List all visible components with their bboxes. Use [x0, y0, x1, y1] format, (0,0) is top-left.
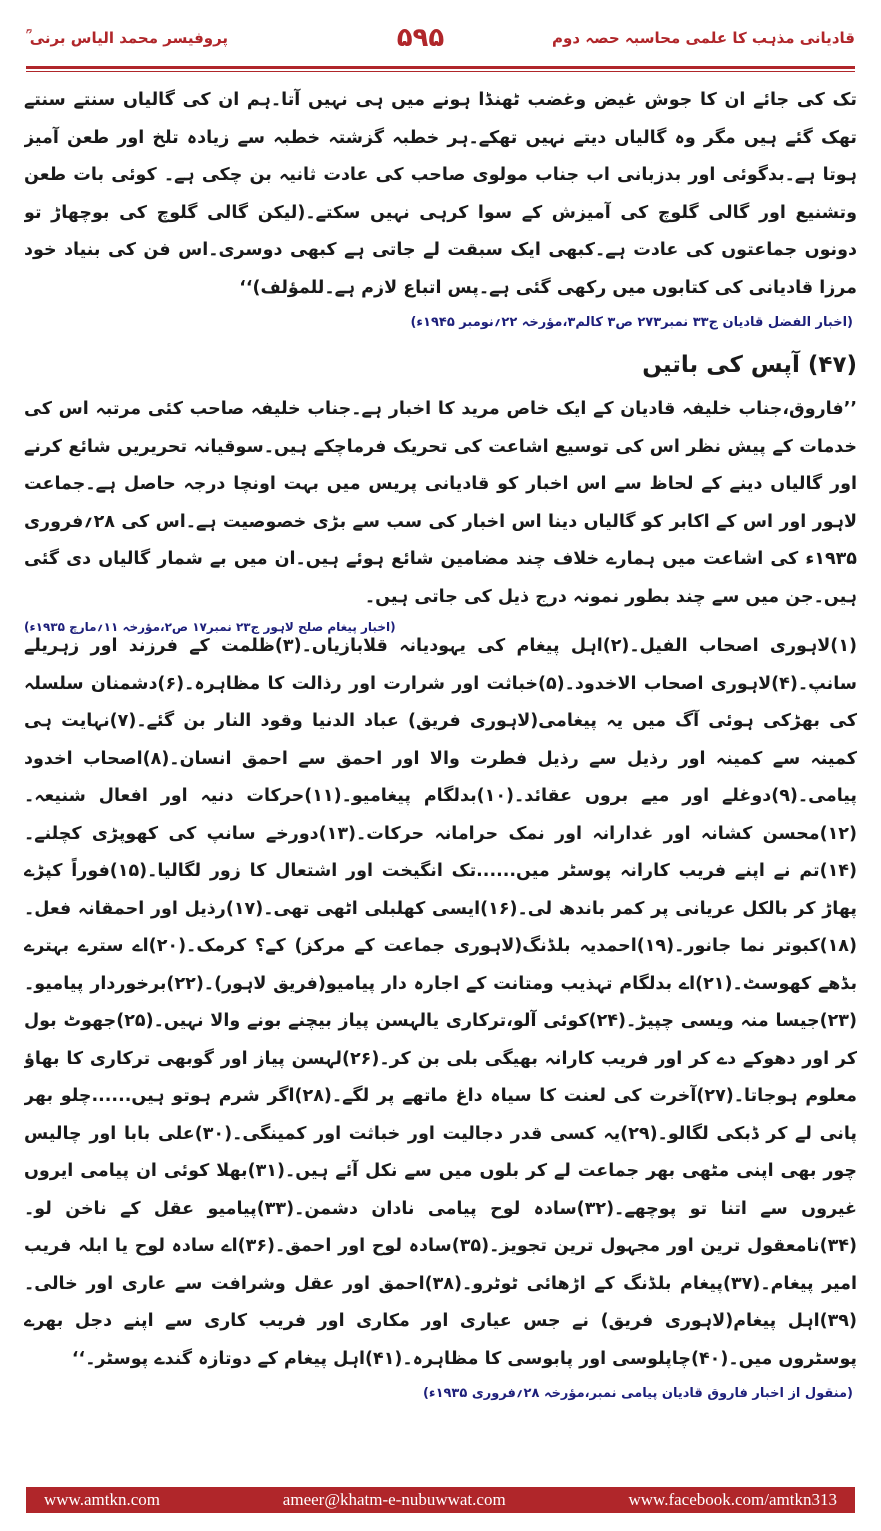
citation-1: (اخبار الفضل قادیان ج۳۳ نمبر۲۷۳ ص۳ کالم۳،مؤرخہ ۲۲؍نومبر ۱۹۴۵ء) — [410, 315, 853, 330]
footer-email-link[interactable]: ameer@khatm-e-nubuwwat.com — [282, 1490, 506, 1509]
page-body — [24, 82, 857, 1474]
header-rule-thin — [26, 71, 855, 72]
paragraph-quote-2: ’’فاروق،جناب خلیفہ قادیان کے ایک خاص مرید کا اخبار ہے۔جناب خلیفہ صاحب کئی مرتبہ اس کی خدمات کے پیش نظر اس کی توسیع اشاعت کی تحریک فرماچکے ہیں۔سوقیانہ تحریریں شائع کرنے اور گالیاں دینے کے لحاظ سے اس اخبار کو قادیانی پریس میں بہت اونچا درجہ حاصل ہے۔جماعت لاہور اور اس کے اکابر کو گالیاں دینا اس اخبار کی سب سے بڑی خصوصیت ہے۔اس کی ۲۸؍فروری ۱۹۳۵ء کی اشاعت میں ہمارے خلاف چند مضامین شائع ہوئے ہیں۔ان میں بے شمار گالیاں دی گئی ہیں۔جن میں سے چند بطور نمونہ درج ذیل کی جاتی ہیں۔ — [24, 399, 857, 607]
citation-2: (اخبار پیغام صلح لاہور ج۲۳ نمبر۱۷ ص۲،مؤرخہ ۱۱؍مارچ ۱۹۳۵ء) — [24, 620, 396, 634]
footer-website-link[interactable]: www.amtkn.com — [44, 1490, 160, 1509]
page-footer — [26, 1487, 855, 1513]
footer-facebook-link[interactable]: www.facebook.com/amtkn313 — [628, 1490, 837, 1509]
header-rule — [26, 66, 855, 69]
paragraph-quote-1: تک کی جائے ان کا جوش غیض وغضب ٹھنڈا ہونے میں ہی نہیں آتا۔ہم ان کی گالیاں سنتے سنتے تھک گئے ہیں مگر وہ گالیاں دیتے نہیں تھکے۔ہر خطبہ گزشتہ خطبہ سے زیادہ تلخ اور طعن آمیز ہوتا ہے۔بدگوئی اور بدزبانی اب جناب مولوی صاحب کی عادت ثانیہ بن چکی ہے۔ کوئی بات طعن وتشنیع اور گالی گلوچ کی آمیزش کے سوا کرہی نہیں سکتے۔(لیکن گالی گلوچ کی بوچھاڑ تو دونوں جماعتوں کی عادت ہے۔کبھی ایک سبقت لے جاتی ہے کبھی دوسری۔اس فن کی بنیاد خود مرزا قادیانی کی کتابوں میں رکھی گئی ہے۔پس اتباع لازم ہے۔للمؤلف)‘‘ — [24, 90, 857, 298]
page-number: ۵۹۵ — [396, 23, 445, 53]
page-header — [26, 14, 855, 62]
citation-3: (منقول از اخبار فاروق قادیان پیامی نمبر،مؤرخہ ۲۸؍فروری ۱۹۳۵ء) — [422, 1386, 853, 1401]
paragraph-insults-list: (۱)لاہوری اصحاب الفیل۔(۲)اہل پیغام کی یہودیانہ قلابازیاں۔(۳)ظلمت کے فرزند اور زہریلے سانپ۔(۴)لاہوری اصحاب الاخدود۔(۵)خباثت اور شرارت اور رذالت کا مظاہرہ۔(۶)دشمنان سلسلہ کی بھڑکی ہوئی آگ میں یہ پیغامی(لاہوری فریق) عباد الدنیا وقود النار بن گئے۔(۷)نہایت ہی کمینہ سے کمینہ اور رذیل سے رذیل فطرت والا اور احمق سے احمق انسان۔(۸)اصحاب اخدود پیامی۔(۹)دوغلے اور میے بروں عقائد۔(۱۰)بدلگام پیغامیو۔(۱۱)حرکات دنیہ اور افعال شنیعہ۔(۱۲)محسن کشانہ اور غدارانہ اور نمک حرامانہ حرکات۔(۱۳)دورخے سانپ کی کھوپڑی کچلنے۔(۱۴)تم نے اپنے فریب کارانہ پوسٹر میں......تک انگیخت اور اشتعال کا زور لگالیا۔(۱۵)فوراً کپڑے پھاڑ کر بالکل عریانی پر کمر باندھ لی۔(۱۶)ایسی کھلبلی اٹھی تھی۔(۱۷)رذیل اور احمقانہ فعل۔(۱۸)کبوتر نما جانور۔(۱۹)احمدیہ بلڈنگ(لاہوری جماعت کے مرکز) کے؟ کرمک۔(۲۰)اے سترے بہترے بڈھے کھوسٹ۔(۲۱)اے بدلگام تہذیب ومتانت کے اجارہ دار پیامیو(فریق لاہور)۔(۲۲)برخوردار پیامیو۔(۲۳)جیسا منہ ویسی چپیڑ۔(۲۴)کوئی آلو،ترکاری یالہسن پیاز بیچنے بونے والا نہیں۔(۲۵)جھوٹ بول کر اور دھوکے دے کر اور فریب کارانہ بھیگی بلی بن کر۔(۲۶)لہسن پیاز اور گوبھی ترکاری کا بھاؤ معلوم ہوجاتا۔(۲۷)آخرت کی لعنت کا سیاہ داغ ماتھے پر لگے۔(۲۸)اگر شرم ہوتو ہیں......چلو بھر پانی لے کر ڈبکی لگالو۔(۲۹)یہ کسی قدر دجالیت اور خباثت اور کمینگی۔(۳۰)علی بابا اور چالیس چور بھی اپنی مٹھی بھر جماعت لے کر بلوں میں سے نکل آئے ہیں۔(۳۱)بھلا کوئی ان پیامی ایروں غیروں سے اتنا تو پوچھے۔(۳۲)سادہ لوح پیامی نادان دشمن۔(۳۳)پیامیو عقل کے ناخن لو۔(۳۴)نامعقول ترین اور مجہول ترین تجویز۔(۳۵)سادہ لوح اور احمق۔(۳۶)اے سادہ لوح یا ابلہ فریب امیر پیغام۔(۳۷)پیغام بلڈنگ کے اڑھائی ٹوٹرو۔(۳۸)احمق اور عقل وشرافت سے عاری اور خالی۔(۳۹)اہل پیغام(لاہوری فریق) نے جس عیاری اور مکاری اور فریب کاری سے اپنے دجل بھرے پوسٹروں میں۔(۴۰)چاپلوسی اور پابوسی کا مظاہرہ۔(۴۱)اہل پیغام کے دوتازہ گندے پوسٹر۔‘‘ — [24, 636, 857, 1369]
header-book-title: قادیانی مذہب کا علمی محاسبہ حصہ دوم — [552, 29, 855, 47]
section-heading: (۴۷) آپس کی باتیں — [642, 352, 857, 378]
header-author: پروفیسر محمد الیاس برنی ؒ — [26, 29, 229, 47]
